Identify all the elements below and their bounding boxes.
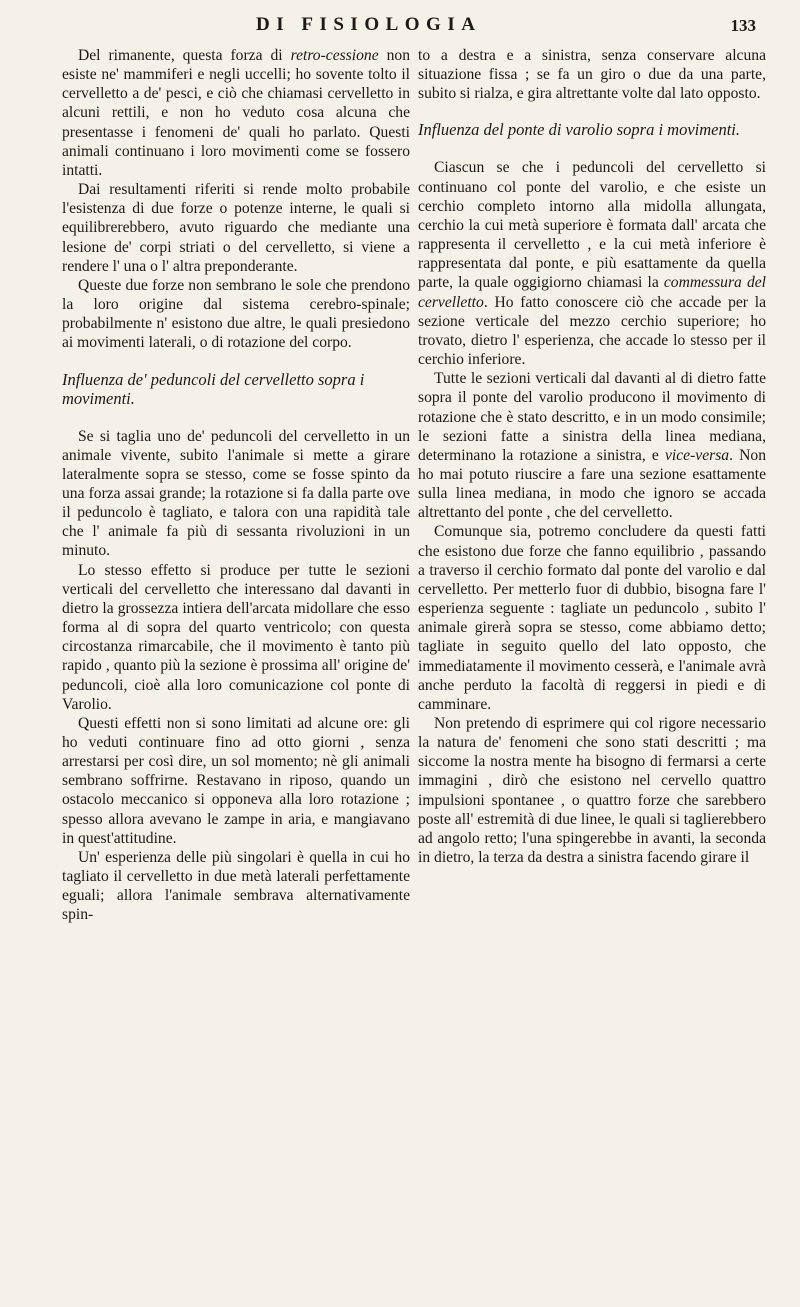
paragraph: Non pretendo di esprimere qui col rigore necessario la natura de' fenomeni che sono stati descritti ; ma siccome la nostra mente ha bisogno di fermarsi a certe immagini , dirò che esistono nel cervello quattro impulsioni spontanee , o quattro forze che sarebbero poste all' estremità di due linee, le quali si taglierebbero ad angolo retto; l'una spingerebbe in avanti, la seconda in dietro, la terza da destra a sinistra facendo girare il	[418, 715, 766, 867]
page-number: 133	[730, 16, 756, 35]
paragraph: Un' esperienza delle più singolari è quella in cui ho tagliato il cervelletto in due metà laterali perfettamente eguali; allora l'animale sembrava alternativamente spin-	[62, 848, 410, 924]
section-heading: Influenza del ponte di varolio sopra i movimenti.	[418, 120, 741, 140]
paragraph: Dai resultamenti riferiti si rende molto probabile l'esistenza di due forze o potenze interne, le quali si equilibrerebbero, avuto riguardo che mediante una lesione de' corpi striati o del cervelletto, si viene a rendere l' una o l' altra preponderante.	[62, 181, 410, 275]
paragraph: Ciascun se che i peduncoli del cervelletto si continuano col ponte del varolio, e che esiste un cerchio completo intorno alla midolla allungata, cerchio la cui metà superiore è formata dall' arcata che rappresenta il cervelletto , e la cui metà inferiore è rappresentata dal ponte, e più esattamente da quella parte, la quale oggigiorno chiamasi la commessura del cervelletto. Ho fatto conoscere ciò che accade per la sezione verticale del mezzo cerchio superiore; ho trovato, dietro l' esperienza, che accade lo stesso per il cerchio inferiore.	[418, 159, 766, 369]
left-column	[62, 46, 410, 925]
paragraph: Tutte le sezioni verticali dal davanti al di dietro fatte sopra il ponte del varolio producono il movimento di rotazione che è stato descritto, e in un modo consimile; le sezioni fatte a sinistra della linea mediana, determinano la rotazione a sinistra, e vice-versa. Non ho mai potuto riuscire a fare una sezione esattamente sulla linea mediana, in modo che ignoro se accada altrettanto del ponte , che del cervelletto.	[418, 370, 766, 522]
running-head	[0, 14, 800, 44]
paragraph: Comunque sia, potremo concludere da questi fatti che esistono due forze che fanno equilibrio , passando a traverso il cerchio formato dal ponte del varolio e dal cervelletto. Per metterlo fuor di dubbio, bisogna fare l' esperienza seguente : tagliate un peduncolo , subito l' animale girerà sopra se stesso, come abbiamo detto; tagliate in seguito quello del lato opposto, che immediatamente il movimento cesserà, e l'animale avrà anche perduto la facoltà di reggersi in piedi e di camminare.	[418, 523, 766, 713]
paragraph: Del rimanente, questa forza di retro-cessione non esiste ne' mammiferi e negli uccelli; ho sovente tolto il cervelletto a de' pesci, e ciò che chiamasi cervelletto in alcuni rettili, e non ho veduto cosa alcuna che presentasse i fenomeni de' quali ho parlato. Questi animali continuano i loro movimenti come se fossero intatti.	[62, 47, 410, 179]
paragraph: Se si taglia uno de' peduncoli del cervelletto in un animale vivente, subito l'animale si mette a girare lateralmente sopra se stesso, come se fosse spinto da una forza assai grande; la rotazione si fa dalla parte ove il peduncolo è tagliato, e talora con una rapidità tale che l' animale fa più di sessanta rivoluzioni in un minuto.	[62, 427, 410, 560]
running-title: DI FISIOLOGIA	[256, 14, 482, 35]
paragraph: Lo stesso effetto si produce per tutte le sezioni verticali del cervelletto che interessano dal davanti in dietro la grossezza intiera dell'arcata midollare che esso forma al di sopra del quarto ventricolo; con questa circostanza rimarcabile, che il movimento è tanto più rapido , quanto più la sezione è prossima all' origine de' peduncoli, cioè alla loro comunicazione col ponte di Varolio.	[62, 561, 410, 713]
paragraph: Queste due forze non sembrano le sole che prendono la loro origine dal sistema cerebro-spinale; probabilmente n' esistono due altre, le quali presiedono ai movimenti laterali, o di rotazione del corpo.	[62, 276, 410, 352]
section-heading: Influenza de' peduncoli del cervelletto sopra i movimenti.	[62, 369, 365, 408]
paragraph: Questi effetti non si sono limitati ad alcune ore: gli ho veduti continuare fino ad otto giorni , senza arrestarsi per così dire, un sol momento; nè gli animali sembrano soffrirne. Restavano in riposo, quando un ostacolo meccanico si opponeva alla loro rotazione ; spesso allora avevano le zampe in aria, e mangiavano in quest'attitudine.	[62, 714, 410, 847]
right-column	[418, 46, 766, 867]
paragraph: to a destra e a sinistra, senza conservare alcuna situazione fissa ; se fa un giro o due da una parte, subito si rialza, e gira altrettante volte dal lato opposto.	[418, 47, 766, 103]
